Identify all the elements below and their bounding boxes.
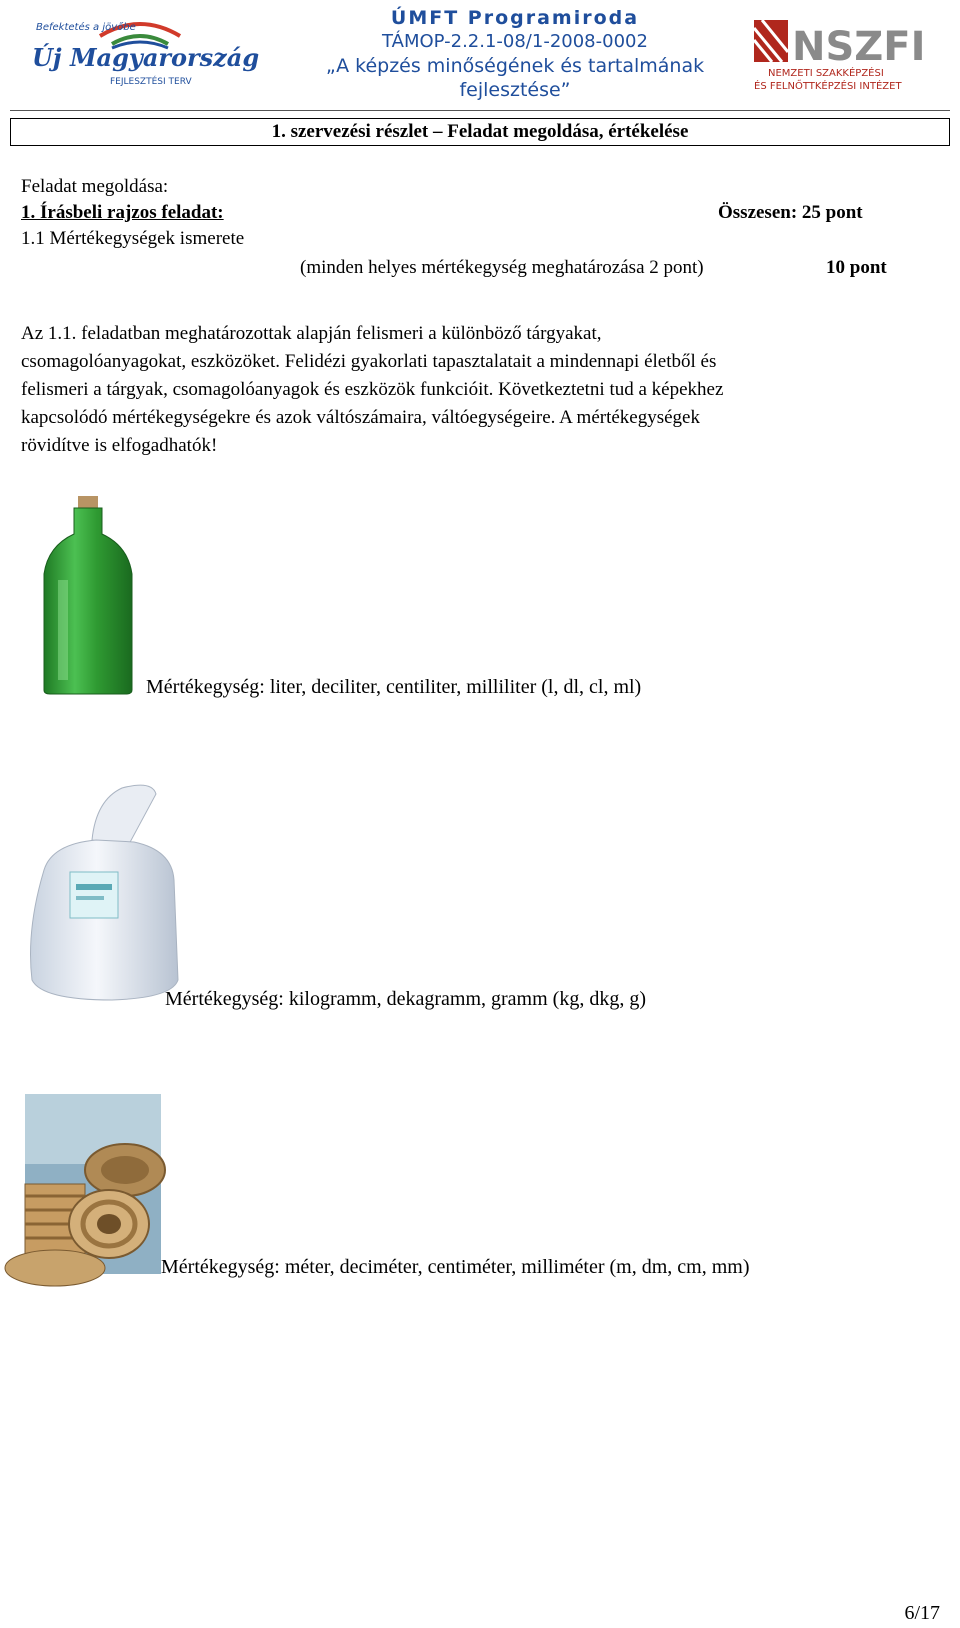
nszfi-name: NSZFI bbox=[792, 24, 926, 70]
nszfi-logo bbox=[752, 14, 926, 94]
logo-tagline: Befektetés a jövőbe bbox=[36, 22, 136, 33]
white-sack-image bbox=[22, 780, 186, 1002]
scoring-note: (minden helyes mértékegység meghatározása 2 pont) bbox=[300, 257, 704, 278]
program-office-header bbox=[300, 6, 730, 102]
project-title-line1: „A képzés minőségének és tartalmának bbox=[325, 55, 705, 77]
paragraph-line: Az 1.1. feladatban meghatározottak alapján felismeri a különböző tárgyakat, bbox=[21, 323, 602, 344]
section-title: 1. szervezési részlet – Feladat megoldása, értékelése bbox=[10, 118, 950, 146]
paragraph-line: felismeri a tárgyak, csomagolóanyagok és eszközök funkcióit. Következtetni tud a képekhez bbox=[21, 379, 724, 400]
scoring-points: 10 pont bbox=[826, 257, 887, 278]
nszfi-sub1: NEMZETI SZAKKÉPZÉSI bbox=[768, 68, 884, 79]
page-number: 6/17 bbox=[904, 1602, 940, 1624]
new-hungary-logo bbox=[30, 14, 260, 94]
total-points: Összesen: 25 pont bbox=[718, 202, 863, 223]
green-bottle-image bbox=[28, 494, 150, 696]
project-title-line2: fejlesztése” bbox=[459, 79, 571, 101]
header-divider bbox=[10, 110, 950, 111]
rope-coils-image bbox=[25, 1094, 161, 1274]
nszfi-sub2: ÉS FELNŐTTKÉPZÉSI INTÉZET bbox=[754, 81, 902, 92]
paragraph-line: kapcsolódó mértékegységekre és azok váltószámaira, váltóegységeire. A mértékegységek bbox=[21, 407, 700, 428]
project-code: TÁMOP-2.2.1-08/1-2008-0002 bbox=[382, 31, 648, 52]
paragraph-line: rövidítve is elfogadhatók! bbox=[21, 435, 218, 456]
intro-label: Feladat megoldása: bbox=[21, 176, 169, 197]
task-description bbox=[21, 320, 941, 460]
program-office-name: ÚMFT Programiroda bbox=[390, 7, 640, 29]
paragraph-line: csomagolóanyagokat, eszközöket. Felidézi gyakorlati tapasztalatait a mindennapi életből és bbox=[21, 351, 717, 372]
item-caption-length: Mértékegység: méter, deciméter, centiméter, milliméter (m, dm, cm, mm) bbox=[161, 1256, 750, 1278]
item-caption-volume: Mértékegység: liter, deciliter, centiliter, milliliter (l, dl, cl, ml) bbox=[146, 676, 642, 698]
item-caption-mass: Mértékegység: kilogramm, dekagramm, gramm (kg, dkg, g) bbox=[165, 988, 646, 1010]
task-heading: 1. Írásbeli rajzos feladat: bbox=[21, 202, 224, 223]
logo-subtitle: FEJLESZTÉSI TERV bbox=[110, 77, 192, 87]
logo-name: Új Magyarország bbox=[32, 43, 260, 72]
subtask-title: 1.1 Mértékegységek ismerete bbox=[21, 228, 245, 249]
